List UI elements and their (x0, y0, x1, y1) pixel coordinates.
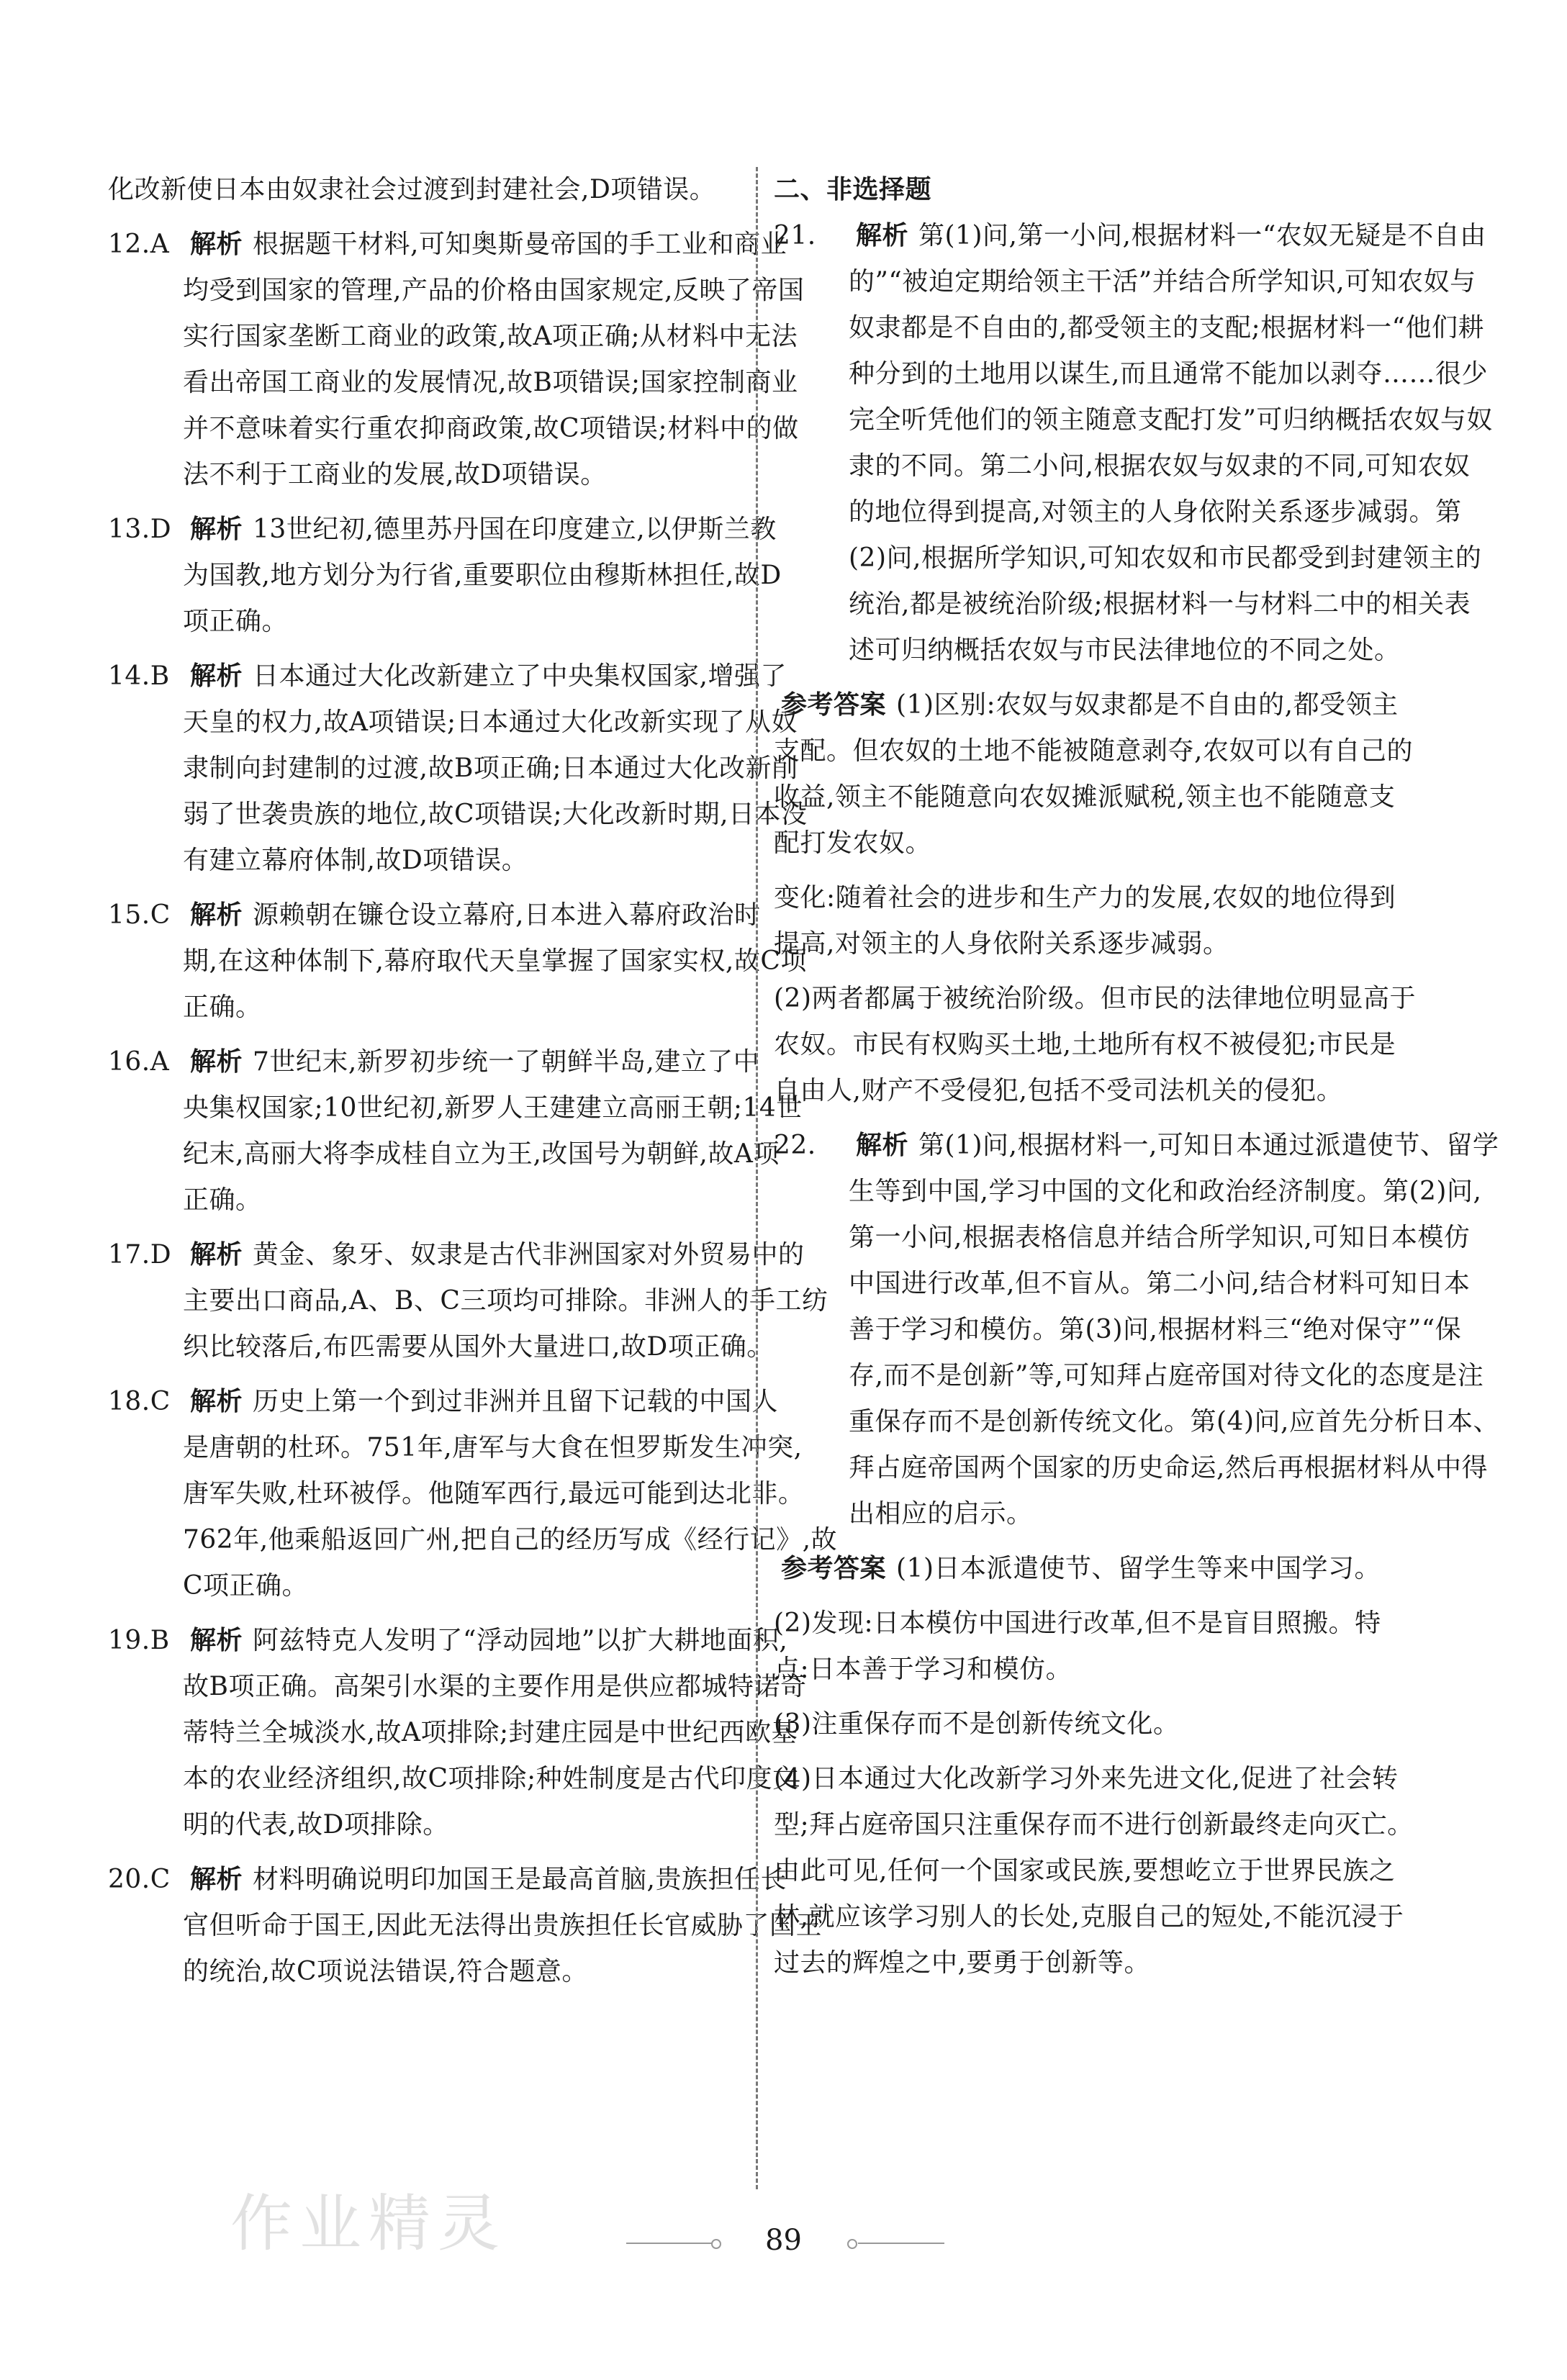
keyword-label: 解析 (190, 900, 243, 930)
text-line (774, 1940, 1458, 1986)
line-text: 重保存而不是创新传统文化。第(4)问,应首先分析日本、 (849, 1407, 1499, 1436)
line-text: 根据题干材料,可知奥斯曼帝国的手工业和商业 (253, 230, 787, 259)
line-text: 隶的不同。第二小问,根据农奴与奴隶的不同,可知农奴 (849, 451, 1471, 481)
footer-rule-left (626, 2243, 713, 2244)
line-text: (1)日本派遣使节、留学生等来中国学习。 (896, 1554, 1381, 1583)
text-line (108, 452, 749, 498)
answer-item (108, 1618, 807, 1848)
line-text: 过去的辉煌之中,要勇于创新等。 (774, 1948, 1150, 1978)
right-column (774, 167, 1499, 2193)
line-text: 存,而不是创新”等,可知拜占庭帝国对待文化的态度是注 (849, 1361, 1484, 1390)
line-text: 种分到的土地用以谋生,而且通常不能加以剥夺……很少 (849, 359, 1488, 389)
answer-item (774, 213, 1493, 674)
keyword-label: 解析 (190, 515, 243, 544)
line-text: 13世纪初,德里苏丹国在印度建立,以伊斯兰教 (253, 515, 777, 544)
keyword-label: 参考答案 (781, 690, 887, 720)
line-text: 述可归纳概括农奴与市民法律地位的不同之处。 (849, 635, 1401, 665)
line-text: 点:日本善于学习和模仿。 (774, 1655, 1072, 1684)
question-number: 18.C (108, 1387, 171, 1416)
text-line (774, 535, 1482, 582)
text-line (108, 653, 787, 700)
text-line (774, 682, 1458, 728)
text-line (108, 1563, 749, 1609)
text-line (774, 628, 1458, 674)
text-line (774, 1848, 1458, 1894)
answer-item (108, 1857, 822, 1995)
text-line (774, 728, 1458, 774)
text-line (108, 314, 798, 360)
text-line (774, 921, 1458, 967)
text-line (108, 1278, 828, 1324)
footer-rule-right (858, 2243, 944, 2244)
text-line (108, 700, 798, 746)
text-line (108, 1903, 822, 1949)
text-line (774, 875, 1458, 921)
line-text: 官但听命于国王,因此无法得出贵族担任长官威胁了国王 (183, 1911, 822, 1940)
line-text: 收益,领主不能随意向农奴摊派赋税,领主也不能随意支 (774, 782, 1396, 812)
question-number: 19.B (108, 1626, 170, 1655)
text-line (774, 976, 1458, 1022)
text-line (108, 792, 808, 838)
question-number: 12.A (108, 230, 170, 259)
text-line (774, 582, 1471, 628)
text-line (108, 1664, 807, 1710)
line-text: 明的代表,故D项排除。 (183, 1810, 449, 1840)
keyword-label: 解析 (190, 1626, 243, 1655)
keyword-label: 解析 (190, 1047, 243, 1077)
question-number: 15.C (108, 900, 171, 930)
text-line (108, 1039, 760, 1085)
text-line (108, 746, 798, 792)
answer-item (108, 892, 807, 1031)
text-line (108, 1949, 749, 1995)
keyword-label: 参考答案 (781, 1554, 887, 1583)
line-text: 正确。 (183, 1185, 262, 1215)
line-text: 自由人,财产不受侵犯,包括不受司法机关的侵犯。 (774, 1076, 1343, 1105)
line-text: 配打发农奴。 (774, 828, 932, 858)
text-line (108, 406, 799, 452)
text-line (774, 1546, 1458, 1592)
answer-item (108, 167, 749, 213)
line-text: 项正确。 (183, 607, 289, 636)
answer-item (774, 1701, 1458, 1747)
keyword-label: 解析 (190, 661, 243, 691)
keyword-label: 解析 (856, 221, 909, 250)
line-text: 支配。但农奴的土地不能被随意剥夺,农奴可以有自己的 (774, 736, 1413, 766)
line-text: 天皇的权力,故A项错误;日本通过大化改新实现了从奴 (183, 707, 798, 737)
text-line (108, 360, 798, 406)
line-text: 提高,对领主的人身依附关系逐步减弱。 (774, 929, 1229, 959)
text-line (108, 1471, 805, 1517)
line-text: 黄金、象牙、奴隶是古代非洲国家对外贸易中的 (253, 1240, 805, 1270)
text-line (774, 1647, 1458, 1693)
line-text: 第(1)问,根据材料一,可知日本通过派遣使节、留学 (918, 1131, 1499, 1160)
line-text: 第(1)问,第一小问,根据材料一“农奴无疑是不自由 (918, 221, 1486, 250)
answer-item (774, 1601, 1458, 1693)
line-text: (4)日本通过大化改新学习外来先进文化,促进了社会转 (774, 1764, 1399, 1793)
text-line (774, 1123, 1499, 1169)
line-text: (1)区别:农奴与奴隶都是不自由的,都受领主 (896, 690, 1399, 720)
line-text: 历史上第一个到过非洲并且留下记载的中国人 (253, 1387, 779, 1416)
line-text: 拜占庭帝国两个国家的历史命运,然后再根据材料从中得 (849, 1453, 1488, 1483)
line-text: 蒂特兰全城淡水,故A项排除;封建庄园是中世纪西欧基 (183, 1718, 798, 1747)
line-text: 出相应的启示。 (849, 1499, 1033, 1529)
answer-item (774, 976, 1458, 1114)
line-text: 中国进行改革,但不盲从。第二小问,结合材料可知日本 (849, 1269, 1471, 1298)
answer-item (774, 1123, 1499, 1537)
line-text: 看出帝国工商业的发展情况,故B项错误;国家控制商业 (183, 368, 798, 397)
line-text: (2)问,根据所学知识,可知农奴和市民都受到封建领主的 (849, 543, 1482, 573)
text-line (108, 1085, 803, 1131)
section-title: 二、非选择题 (774, 175, 932, 204)
keyword-label: 解析 (190, 1240, 243, 1270)
text-line (108, 985, 749, 1031)
line-text: 源赖朝在镰仓设立幕府,日本进入幕府政治时 (253, 900, 761, 930)
line-text: 织比较落后,布匹需要从国外大量进口,故D项正确。 (183, 1332, 773, 1362)
line-text: (3)注重保存而不是创新传统文化。 (774, 1709, 1180, 1739)
line-text: 的”“被迫定期给领主干活”并结合所学知识,可知农奴与 (849, 267, 1476, 297)
line-text: 纪末,高丽大将李成桂自立为王,改国号为朝鲜,故A项 (183, 1139, 780, 1169)
answer-item (108, 1232, 828, 1370)
keyword-label: 解析 (190, 230, 243, 259)
column-divider (756, 167, 758, 2189)
footer-dot-right (847, 2239, 857, 2249)
line-text: 主要出口商品,A、B、C三项均可排除。非洲人的手工纺 (183, 1286, 828, 1316)
line-text: 由此可见,任何一个国家或民族,要想屹立于世界民族之 (774, 1856, 1396, 1886)
text-line (108, 507, 777, 553)
line-text: 生等到中国,学习中国的文化和政治经济制度。第(2)问, (849, 1177, 1482, 1206)
text-line (774, 774, 1458, 820)
line-text: 化改新使日本由奴隶社会过渡到封建社会,D项错误。 (108, 175, 716, 204)
text-line (108, 1618, 788, 1664)
text-line (774, 397, 1493, 443)
text-line (108, 599, 749, 645)
text-line (774, 259, 1476, 305)
text-line (774, 305, 1484, 351)
line-text: 期,在这种体制下,幕府取代天皇掌握了国家实权,故C项 (183, 946, 807, 976)
text-line (774, 351, 1488, 397)
keyword-label: 解析 (190, 1387, 243, 1416)
text-line (108, 1324, 773, 1370)
line-text: 的地位得到提高,对领主的人身依附关系逐步减弱。第 (849, 497, 1462, 527)
text-line (774, 213, 1486, 259)
text-line (108, 1802, 749, 1848)
question-number: 22. (774, 1131, 816, 1160)
line-text: 统治,都是被统治阶级;根据材料一与材料二中的相关表 (849, 589, 1471, 619)
question-number: 17.D (108, 1240, 172, 1270)
text-line (774, 1068, 1458, 1114)
text-line (774, 820, 1458, 867)
text-line (774, 1756, 1458, 1802)
line-text: 材料明确说明印加国王是最高首脑,贵族担任长 (253, 1865, 787, 1894)
text-line (774, 1261, 1471, 1307)
text-line (774, 1399, 1499, 1445)
line-text: (2)发现:日本模仿中国进行改革,但不是盲目照搬。特 (774, 1608, 1381, 1638)
page-number: 89 (765, 2224, 802, 2257)
text-line (108, 1425, 803, 1471)
line-text: 本的农业经济组织,故C项排除;种姓制度是古代印度文 (183, 1764, 799, 1793)
text-line (774, 1894, 1458, 1940)
question-number: 16.A (108, 1047, 170, 1077)
question-number: 20.C (108, 1865, 171, 1894)
text-line (108, 1857, 787, 1903)
text-line (774, 1169, 1482, 1215)
text-line (774, 1307, 1462, 1353)
text-line (774, 1601, 1458, 1647)
text-line (108, 892, 761, 938)
line-text: 有建立幕府体制,故D项错误。 (183, 846, 528, 875)
line-text: 7世纪末,新罗初步统一了朝鲜半岛,建立了中 (253, 1047, 760, 1077)
line-text: 实行国家垄断工商业的政策,故A项正确;从材料中无法 (183, 322, 798, 351)
text-line (774, 1802, 1458, 1848)
keyword-label: 解析 (856, 1131, 909, 1160)
line-text: 完全听凭他们的领主随意支配打发”可归纳概括农奴与奴 (849, 405, 1493, 435)
text-line (108, 1710, 798, 1756)
keyword-label: 解析 (190, 1865, 243, 1894)
line-text: 均受到国家的管理,产品的价格由国家规定,反映了帝国 (183, 276, 805, 305)
answer-item (774, 875, 1458, 967)
text-line (108, 553, 782, 599)
text-line (774, 1215, 1471, 1261)
answer-item (108, 507, 782, 645)
answer-item (774, 1546, 1458, 1592)
text-line (108, 167, 749, 213)
line-text: C项正确。 (183, 1571, 309, 1601)
line-text: 唐军失败,杜环被俘。他随军西行,最远可能到达北非。 (183, 1479, 805, 1508)
line-text: 正确。 (183, 992, 262, 1022)
answer-item (774, 682, 1458, 867)
answer-item (108, 653, 808, 884)
text-line (108, 1177, 749, 1223)
text-line (774, 1701, 1458, 1747)
watermark-logo: 作业精灵 (230, 2188, 507, 2260)
text-line (108, 938, 807, 985)
line-text: 762年,他乘船返回广州,把自己的经历写成《经行记》,故 (183, 1525, 838, 1555)
line-text: 的统治,故C项说法错误,符合题意。 (183, 1957, 588, 1986)
line-text: 是唐朝的杜环。751年,唐军与大食在怛罗斯发生冲突, (183, 1433, 803, 1462)
text-line (774, 1022, 1458, 1068)
text-line (774, 1353, 1484, 1399)
line-text: 为国教,地方划分为行省,重要职位由穆斯林担任,故D (183, 561, 782, 590)
text-line (108, 838, 749, 884)
text-line (774, 443, 1471, 489)
line-text: 并不意味着实行重农抑商政策,故C项错误;材料中的做 (183, 414, 799, 443)
text-line (774, 1491, 1458, 1537)
question-number: 13.D (108, 515, 172, 544)
line-text: 央集权国家;10世纪初,新罗人王建建立高丽王朝;14世 (183, 1093, 803, 1123)
line-text: 阿兹特克人发明了“浮动园地”以扩大耕地面积, (253, 1626, 788, 1655)
question-number: 14.B (108, 661, 170, 691)
text-line (108, 268, 805, 314)
text-line (108, 1379, 779, 1425)
text-line (108, 1131, 780, 1177)
question-number: 21. (774, 221, 816, 250)
line-text: 农奴。市民有权购买土地,土地所有权不被侵犯;市民是 (774, 1030, 1396, 1059)
line-text: 日本通过大化改新建立了中央集权国家,增强了 (253, 661, 787, 691)
line-text: 奴隶都是不自由的,都受领主的支配;根据材料一“他们耕 (849, 313, 1484, 343)
line-text: 林,就应该学习别人的长处,克服自己的短处,不能沉浸于 (774, 1902, 1404, 1932)
line-text: 故B项正确。高架引水渠的主要作用是供应都城特诺奇 (183, 1672, 807, 1701)
line-text: 隶制向封建制的过渡,故B项正确;日本通过大化改新削 (183, 754, 798, 783)
line-text: 第一小问,根据表格信息并结合所学知识,可知日本模仿 (849, 1223, 1471, 1252)
line-text: (2)两者都属于被统治阶级。但市民的法律地位明显高于 (774, 984, 1416, 1013)
text-line (108, 1517, 838, 1563)
answer-item (774, 1756, 1458, 1986)
text-line (774, 1445, 1488, 1491)
line-text: 善于学习和模仿。第(3)问,根据材料三“绝对保守”“保 (849, 1315, 1462, 1344)
text-line (774, 489, 1462, 535)
line-text: 法不利于工商业的发展,故D项错误。 (183, 460, 607, 489)
text-line (108, 222, 787, 268)
line-text: 变化:随着社会的进步和生产力的发展,农奴的地位得到 (774, 883, 1396, 913)
line-text: 型;拜占庭帝国只注重保存而不进行创新最终走向灭亡。 (774, 1810, 1414, 1840)
line-text: 弱了世袭贵族的地位,故C项错误;大化改新时期,日本没 (183, 800, 808, 829)
text-line (108, 1232, 805, 1278)
text-line (108, 1756, 799, 1802)
